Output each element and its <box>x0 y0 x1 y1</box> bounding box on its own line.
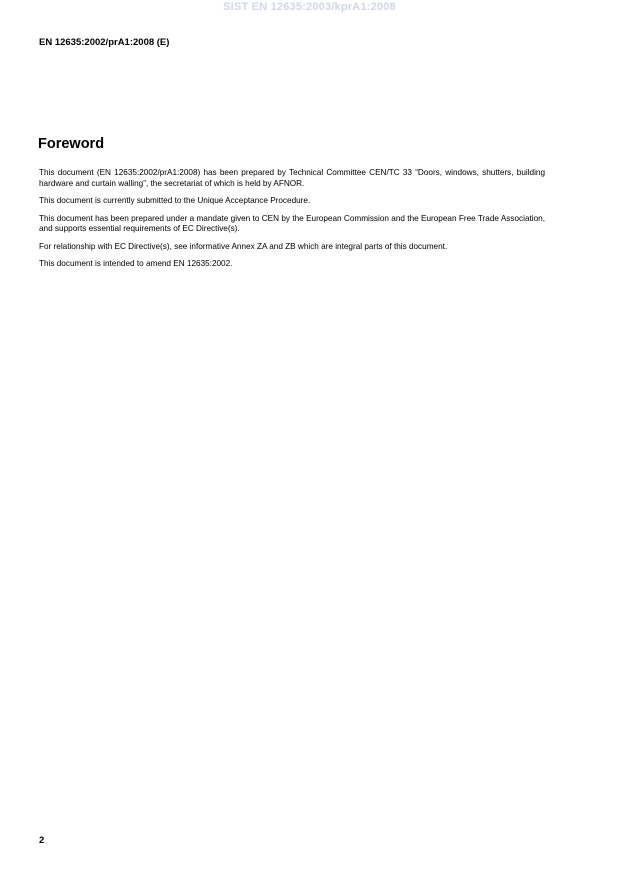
watermark: SIST EN 12635:2003/kprA1:2008 <box>223 1 396 13</box>
document-reference: EN 12635:2002/prA1:2008 (E) <box>39 37 170 48</box>
paragraph-uap: This document is currently submitted to the Unique Acceptance Procedure. <box>39 196 311 205</box>
paragraph-technical-committee: This document (EN 12635:2002/prA1:2008) has been prepared by Technical Committee CEN/TC 33 “Doors, windows, shutters, building hardware and curtain walling”, the secretariat of which is held by AFNOR. <box>39 168 545 188</box>
paragraph-amend: This document is intended to amend EN 12635:2002. <box>39 259 233 268</box>
paragraph-mandate: This document has been prepared under a mandate given to CEN by the European Commission and the European Free Trade Association, and supports essential requirements of EC Directive(s). <box>39 213 545 233</box>
page-number: 2 <box>39 835 45 846</box>
paragraph-annex: For relationship with EC Directive(s), see informative Annex ZA and ZB which are integral parts of this document. <box>39 241 448 251</box>
foreword-body <box>39 168 545 277</box>
section-heading: Foreword <box>38 136 105 152</box>
